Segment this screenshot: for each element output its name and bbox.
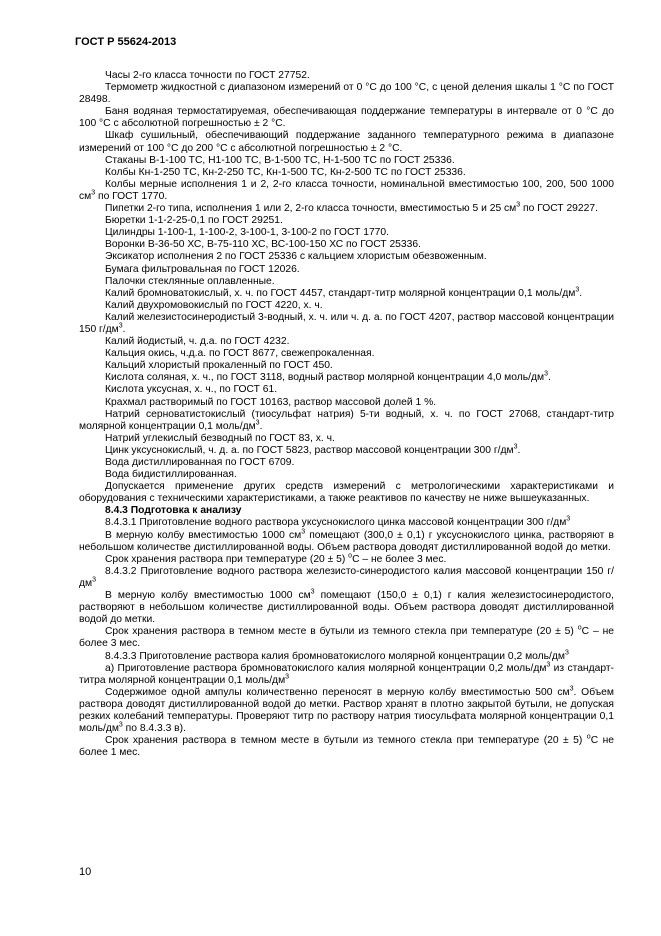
- superscript: 3: [513, 443, 518, 451]
- paragraph-text: 8.4.3.2 Приготовление водного раствора железисто-синеродистого калия массовой концентрации 150 г/дм: [79, 565, 614, 589]
- paragraph: [79, 409, 614, 433]
- document-header: ГОСТ Р 55624-2013: [75, 36, 177, 48]
- paragraph: [79, 554, 614, 566]
- paragraph-text: Цинк уксуснокислый, ч. д. а. по ГОСТ 5823, раствор массовой концентрации 300 г/дм: [105, 444, 514, 456]
- paragraph: [79, 687, 614, 735]
- paragraph: [79, 469, 614, 481]
- paragraph-text: Палочки стеклянные оплавленные.: [105, 275, 275, 287]
- paragraph-text: по 8.4.3.3 в).: [122, 723, 186, 735]
- superscript: 3: [301, 528, 306, 536]
- paragraph: [79, 312, 614, 336]
- paragraph-text: Бумага фильтровальная по ГОСТ 12026.: [105, 263, 300, 275]
- superscript: 3: [575, 286, 580, 294]
- paragraph-text: Кислота соляная, х. ч., по ГОСТ 3118, водный раствор молярной концентрации 4,0 моль/дм: [105, 372, 545, 384]
- paragraph: [79, 590, 614, 626]
- paragraph-text: Калий бромноватокислый, х. ч. по ГОСТ 4457, стандарт-титр молярной концентрации 0,1 моль/дм: [105, 287, 576, 299]
- paragraph-text: Вода бидистиллированная.: [105, 469, 237, 481]
- paragraph-text: Часы 2-го класса точности по ГОСТ 27752.: [105, 70, 310, 81]
- paragraph-text: Вода дистиллированная по ГОСТ 6709.: [105, 457, 295, 468]
- superscript: 3: [285, 673, 290, 681]
- paragraph: [79, 239, 614, 251]
- superscript: 3: [310, 588, 315, 596]
- paragraph: [79, 457, 614, 469]
- superscript: 3: [544, 370, 548, 378]
- page-number: 10: [79, 866, 92, 878]
- superscript: 3: [516, 201, 521, 209]
- paragraph-text: Калий железистосинеродистый 3-водный, х. ч. или ч. д. а. по ГОСТ 4207, раствор массовой концентрации 150 г/дм: [79, 311, 614, 335]
- paragraph-text: Шкаф сушильный, обеспечивающий поддержание заданного температурного режима в диапазоне измерений от 100 °C до 200 °C с абсолютной погрешностью ± 2 °C.: [79, 130, 614, 154]
- paragraph: [79, 70, 614, 82]
- superscript: о: [577, 624, 582, 632]
- paragraph: [79, 397, 614, 409]
- paragraph: [79, 566, 614, 590]
- superscript: 3: [546, 661, 551, 669]
- paragraph: [79, 735, 614, 759]
- paragraph-text: Стаканы В-1-100 ТС, Н1-100 ТС, В-1-500 ТС, Н-1-500 ТС по ГОСТ 25336.: [105, 154, 455, 166]
- paragraph: [79, 179, 614, 203]
- paragraph-text: 8.4.3 Подготовка к анализу: [105, 505, 242, 517]
- paragraph: [79, 433, 614, 445]
- paragraph-text: С – не более 3 мес.: [79, 626, 614, 650]
- paragraph: [79, 445, 614, 457]
- paragraph: [79, 336, 614, 348]
- paragraph-text: . Объем раствора доводят дистиллированной водой до метки. Раствор хранят в плотно закрытой бутыли, не допуская резких колебаний температуры. Проверяют титр по раствору натрия тиосульфата молярной концентрации 0,1 моль/дм: [79, 686, 614, 735]
- paragraph: [79, 203, 614, 215]
- paragraph: [79, 384, 614, 396]
- paragraph-text: .: [122, 323, 126, 335]
- paragraph-text: Колбы мерные исполнения 1 и 2, 2-го класса точности, номинальной вместимостью 100, 200, 500 1000 см: [79, 178, 614, 202]
- paragraph: [79, 264, 614, 276]
- paragraph-text: Термометр жидкостной с диапазоном измерений от 0 °C до 100 °C, с ценой деления шкалы 1 °C по ГОСТ 28498.: [79, 82, 614, 106]
- paragraph: [79, 288, 614, 300]
- superscript: 3: [118, 322, 123, 330]
- paragraph-text: помещают (300,0 ± 0,1) г уксуснокислого цинка, растворяют в небольшом количестве дистиллированной воды. Объем раствора доводят дистиллированной водой до метки.: [79, 529, 614, 553]
- paragraph-text: Допускается применение других средств измерений с метрологическими характеристиками и оборудования с техническими характеристиками, а также реактивов по качеству не ниже вышеуказанных.: [79, 481, 614, 505]
- paragraph-text: .: [579, 287, 583, 299]
- paragraph-text: С не более 1 мес.: [79, 735, 614, 759]
- paragraph-text: Бюретки 1-1-2-25-0,1 по ГОСТ 29251.: [105, 215, 283, 227]
- paragraph-text: Баня водяная термостатируемая, обеспечивающая поддержание температуры в интервале от 0 °C до 100 °C с абсолютной погрешностью ± 2 °C.: [79, 106, 614, 130]
- paragraph: [79, 167, 614, 179]
- document-body: [79, 70, 614, 759]
- paragraph: [79, 82, 614, 106]
- superscript: 3: [91, 189, 96, 197]
- superscript: 3: [566, 516, 571, 524]
- paragraph-text: по ГОСТ 1770.: [95, 190, 168, 202]
- paragraph-text: Натрий углекислый безводный по ГОСТ 83, х. ч.: [105, 432, 335, 444]
- paragraph-text: Срок хранения раствора в темном месте в бутыли из темного стекла при температуре (20 ± 5): [105, 626, 578, 638]
- paragraph-text: Кислота уксусная, х. ч., по ГОСТ 61.: [105, 384, 278, 396]
- paragraph-text: Содержимое одной ампулы количественно переносят в мерную колбу вместимостью 500 см: [105, 686, 570, 698]
- superscript: о: [586, 733, 591, 741]
- superscript: о: [348, 552, 353, 560]
- paragraph: [79, 348, 614, 360]
- paragraph-text: Эксикатор исполнения 2 по ГОСТ 25336 с кальцием хлористым обезвоженным.: [105, 251, 487, 263]
- paragraph-text: .: [547, 372, 551, 384]
- paragraph-text: Срок хранения раствора при температуре (20 ± 5): [105, 553, 349, 565]
- superscript: 3: [255, 419, 260, 427]
- paragraph-text: В мерную колбу вместимостью 1000 см: [105, 590, 311, 602]
- paragraph: [79, 360, 614, 372]
- superscript: 3: [118, 721, 123, 729]
- paragraph-text: Пипетки 2-го типа, исполнения 1 или 2, 2-го класса точности, вместимостью 5 и 25 см: [105, 203, 517, 215]
- paragraph: [79, 372, 614, 384]
- paragraph: [79, 663, 614, 687]
- paragraph-text: Цилиндры 1-100-1, 1-100-2, 3-100-1, 3-100-2 по ГОСТ 1770.: [105, 227, 389, 239]
- paragraph-text: С – не более 3 мес.: [352, 553, 447, 565]
- section-heading: [79, 505, 614, 517]
- superscript: 3: [565, 649, 569, 657]
- paragraph-text: Срок хранения раствора в темном месте в бутыли из темного стекла при температуре (20 ± 5): [105, 735, 587, 747]
- paragraph-text: Воронки В-36-50 ХС, В-75-110 ХС, ВС-100-150 ХС по ГОСТ 25336.: [105, 239, 421, 251]
- paragraph: [79, 300, 614, 312]
- paragraph: [79, 651, 614, 663]
- paragraph: [79, 227, 614, 239]
- paragraph-text: 8.4.3.3 Приготовление раствора калия бромноватокислого молярной концентрации 0,2 моль/дм: [105, 650, 565, 662]
- paragraph: [79, 251, 614, 263]
- paragraph: [79, 106, 614, 130]
- paragraph-text: Колбы Кн-1-250 ТС, Кн-2-250 ТС, Кн-1-500 ТС, Кн-2-500 ТС по ГОСТ 25336.: [105, 166, 466, 178]
- paragraph: [79, 215, 614, 227]
- paragraph-text: .: [517, 444, 521, 456]
- paragraph-text: Кальция окись, ч.д.а. по ГОСТ 8677, свежепрокаленная.: [105, 348, 375, 360]
- paragraph-text: 8.4.3.1 Приготовление водного раствора уксуснокислого цинка массовой концентрации 300 г/дм: [105, 517, 567, 529]
- superscript: 3: [92, 576, 96, 584]
- paragraph-text: .: [259, 420, 263, 432]
- paragraph-text: Крахмал растворимый по ГОСТ 10163, раствор массовой долей 1 %.: [105, 396, 437, 408]
- paragraph-text: В мерную колбу вместимостью 1000 см: [105, 529, 302, 541]
- paragraph-text: Кальций хлористый прокаленный по ГОСТ 450.: [105, 360, 333, 372]
- paragraph-text: Натрий серноватистокислый (тиосульфат натрия) 5-ти водный, х. ч. по ГОСТ 27068, стандарт-титр молярной концентрации 0,1 моль/дм: [79, 408, 614, 432]
- paragraph-text: из стандарт-титра молярной концентрации 0,1 моль/дм: [79, 662, 614, 686]
- paragraph: [79, 276, 614, 288]
- paragraph-text: помещают (150,0 ± 0,1) г калия железистосинеродистого, растворяют в небольшом количестве дистиллированной воды. Объем раствора доводят дистиллированной водой до метки.: [79, 590, 614, 626]
- paragraph-text: а) Приготовление раствора бромноватокислого калия молярной концентрации 0,2 моль/дм: [105, 662, 547, 674]
- paragraph: [79, 517, 614, 529]
- paragraph-text: по ГОСТ 29227.: [520, 203, 598, 215]
- paragraph: [79, 481, 614, 505]
- paragraph: [79, 626, 614, 650]
- paragraph-text: Калий йодистый, ч. д.а. по ГОСТ 4232.: [105, 336, 290, 348]
- paragraph: [79, 530, 614, 554]
- paragraph: [79, 155, 614, 167]
- superscript: 3: [569, 685, 574, 693]
- paragraph-text: Калий двухромовокислый по ГОСТ 4220, х. ч.: [105, 299, 323, 311]
- paragraph: [79, 130, 614, 154]
